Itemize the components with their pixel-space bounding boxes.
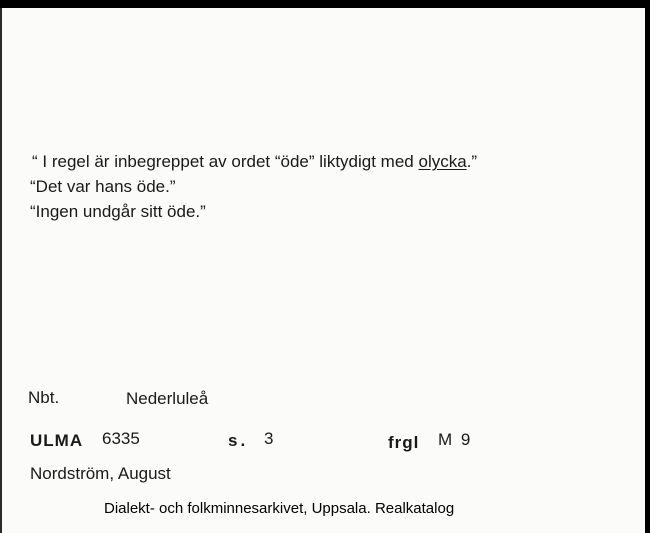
card-left-edge xyxy=(0,8,2,533)
archive-footer: Dialekt- och folkminnesarkivet, Uppsala. Realkatalog xyxy=(104,500,455,517)
quote-line-3: “Ingen undgår sitt öde.” xyxy=(30,202,206,221)
question-value: M 9 xyxy=(438,430,473,449)
collector-name: Nordström, August xyxy=(30,464,171,483)
archive-number: 6335 xyxy=(102,429,140,448)
quote-line-1 xyxy=(32,152,477,172)
place-label: Nbt. xyxy=(28,388,60,407)
page-label: s. xyxy=(228,431,249,450)
quote-line-2: “Det var hans öde.” xyxy=(30,177,176,196)
archive-label: ULMA xyxy=(30,431,84,450)
underlined-word: olycka xyxy=(418,152,467,171)
quote-line-1-text: “ I regel är inbegreppet av ordet “öde” liktydigt med xyxy=(32,152,419,171)
catalog-card xyxy=(0,8,645,533)
question-label: frgl xyxy=(388,433,420,452)
place-value: Nederluleå xyxy=(126,389,209,408)
page-value: 3 xyxy=(264,429,274,448)
quote-line-1-end: .” xyxy=(466,152,478,171)
